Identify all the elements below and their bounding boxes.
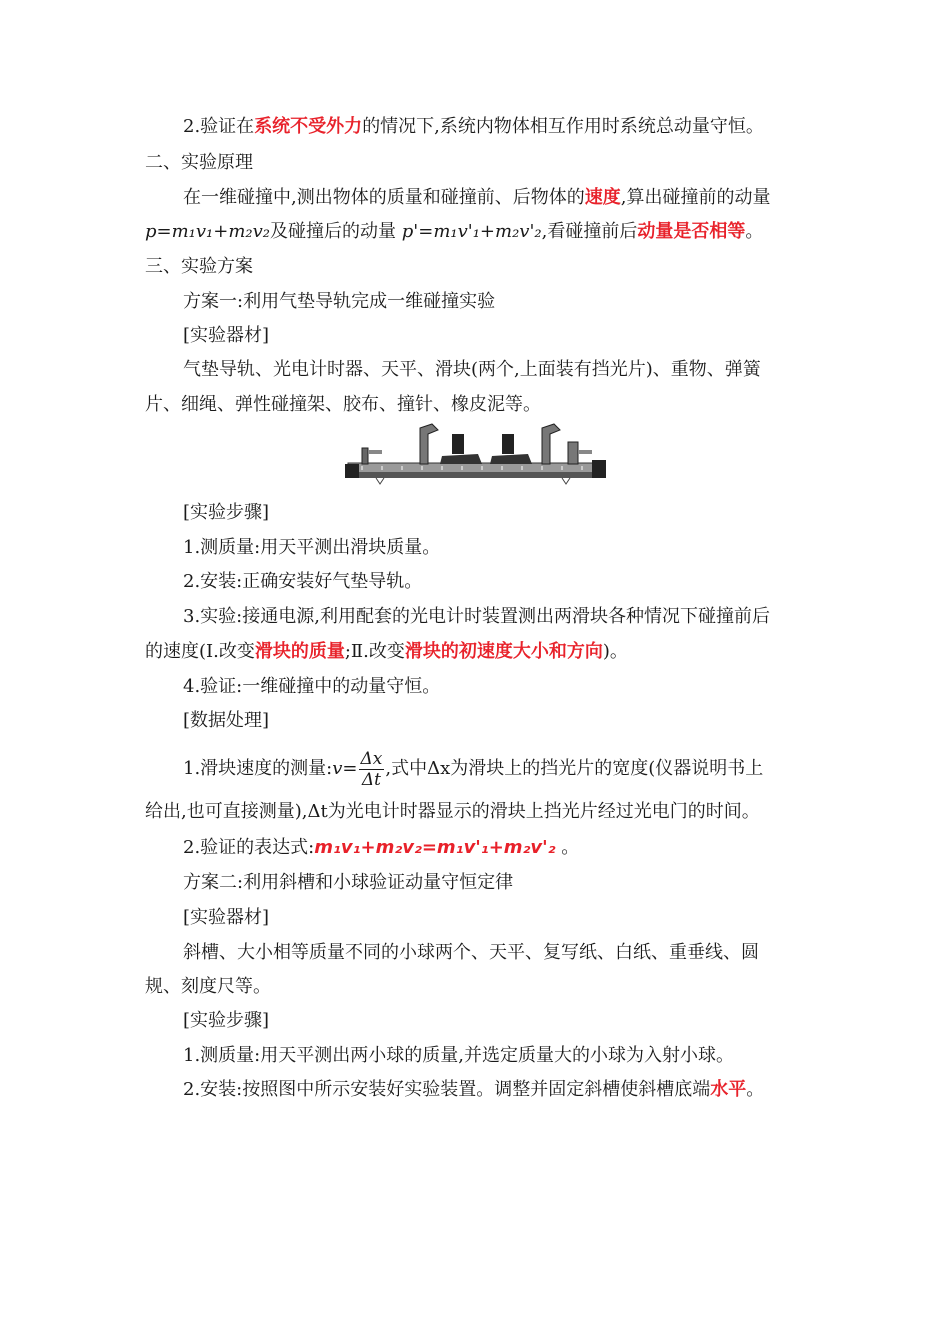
text: 1.滑块速度的测量: <box>183 758 333 779</box>
section-heading-plan: 三、实验方案 <box>145 256 253 277</box>
equipment-2-line-2: 规、刻度尺等。 <box>145 976 271 997</box>
verify-goal-line <box>183 115 764 139</box>
velocity-note-line: 给出,也可直接测量),Δt为光电计时器显示的滑块上挡光片经过光电门的时间。 <box>145 801 760 822</box>
equipment-line-2: 片、细绳、弹性碰撞架、胶布、撞针、橡皮泥等。 <box>145 394 541 415</box>
equipment-line-1: 气垫导轨、光电计时器、天平、滑块(两个,上面装有挡光片)、重物、弹簧 <box>183 359 761 380</box>
text: 。 <box>746 1079 765 1100</box>
velocity-symbol: v= <box>332 758 358 779</box>
step-3-line-1: 3.实验:接通电源,利用配套的光电计时装置测出两滑块各种情况下碰撞前后 <box>183 606 770 627</box>
principle-line-2 <box>145 220 763 244</box>
text: ,式中Δx为滑块上的挡光片的宽度(仪器说明书上 <box>385 758 764 779</box>
text: ,算出碰撞前的动量 <box>620 187 771 208</box>
equipment-label-2: [实验器材] <box>183 907 270 928</box>
equipment-2-line-1: 斜槽、大小相等质量不同的小球两个、天平、复写纸、白纸、重垂线、圆 <box>183 942 759 963</box>
steps-label-2: [实验步骤] <box>183 1010 270 1031</box>
highlight: 动量是否相等 <box>637 221 746 242</box>
fraction-numerator: Δx <box>360 748 383 769</box>
equipment-label: [实验器材] <box>183 325 270 346</box>
text: 。 <box>745 221 764 242</box>
text: 。 <box>555 837 580 858</box>
highlight: 系统不受外力 <box>254 116 363 137</box>
data-processing-label: [数据处理] <box>183 710 270 731</box>
step-2: 2.安装:正确安装好气垫导轨。 <box>183 571 423 592</box>
text: 及碰撞后的动量 <box>270 221 397 242</box>
highlight: 滑块的初速度大小和方向 <box>404 641 603 662</box>
text: ,看碰撞前后 <box>541 221 638 242</box>
text: 2.验证的表达式: <box>183 837 315 858</box>
highlight: 滑块的质量 <box>254 641 345 662</box>
text: 在一维碰撞中,测出物体的质量和碰撞前、后物体的 <box>183 187 585 208</box>
principle-line-1 <box>183 186 770 210</box>
text: 2.验证在 <box>183 116 255 137</box>
air-track-diagram <box>342 420 612 488</box>
plan-two-title: 方案二:利用斜槽和小球验证动量守恒定律 <box>183 872 514 893</box>
fraction-denominator: Δt <box>361 769 381 790</box>
text: 的速度(Ⅰ.改变 <box>145 641 255 662</box>
fraction <box>359 749 385 790</box>
step-3-line-2 <box>145 640 628 664</box>
text: 的情况下,系统内物体相互作用时系统总动量守恒。 <box>362 116 764 137</box>
highlight: 速度 <box>584 187 621 208</box>
text: 2.安装:按照图中所示安装好实验装置。调整并固定斜槽使斜槽底端 <box>183 1079 711 1100</box>
verify-expression-line <box>183 836 579 860</box>
highlight-formula: m₁v₁+m₂v₂=m₁v'₁+m₂v'₂ <box>314 837 556 858</box>
plan-one-title: 方案一:利用气垫导轨完成一维碰撞实验 <box>183 291 496 312</box>
text: ;Ⅱ.改变 <box>344 641 405 662</box>
steps-label: [实验步骤] <box>183 502 270 523</box>
formula-before: p=m₁v₁+m₂v₂ <box>145 221 271 242</box>
highlight: 水平 <box>710 1079 747 1100</box>
text: )。 <box>602 641 628 662</box>
section-heading-principle: 二、实验原理 <box>145 152 253 173</box>
step-1: 1.测质量:用天平测出滑块质量。 <box>183 537 441 558</box>
velocity-formula-line <box>183 747 763 791</box>
step-4: 4.验证:一维碰撞中的动量守恒。 <box>183 676 441 697</box>
formula-after: p'=m₁v'₁+m₂v'₂ <box>401 221 542 242</box>
plan2-step-1: 1.测质量:用天平测出两小球的质量,并选定质量大的小球为入射小球。 <box>183 1045 734 1066</box>
plan2-step-2 <box>183 1078 764 1102</box>
